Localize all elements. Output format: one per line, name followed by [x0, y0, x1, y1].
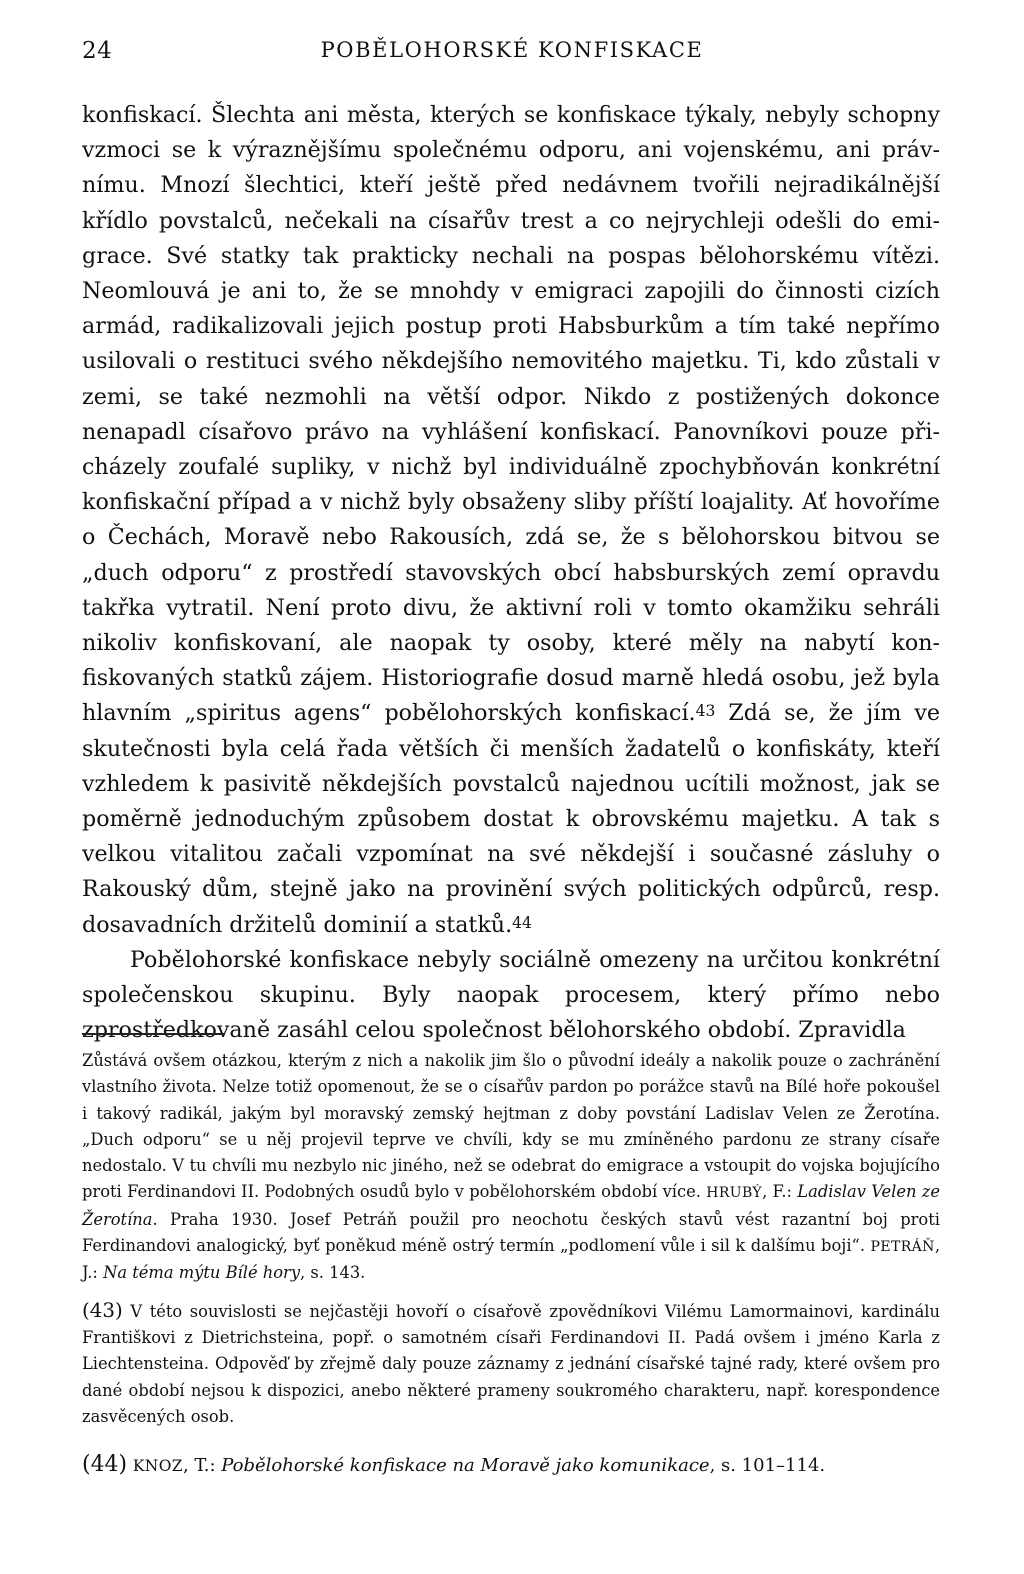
citation-text: , s. 101–114. [709, 1455, 826, 1477]
paragraph-text-continued: Zdá se, že jím ve skutečnosti byla celá řada větších či menších žadatelů o konfiskáty, kteří vzhledem k pasivitě někdejších povstalců najednou ucítili možnost, jak se poměrně jednoduchým způsobem dostat k obrovskému majetku. A tak s velkou vitalitou začali vzpomínat na své někdejší i současné zásluhy o Rakouský dům, stejně jako na provinění svých politických odpůrců, resp. dosavadních držitelů dominií a statků. [82, 700, 940, 938]
body-paragraph: Pobělohorské konfiskace nebyly sociálně omezeny na určitou konkrétní společenskou skupinu. Byly naopak procesem, který přímo nebo zprostředkovaně zasáhl celou společnost bělohorského období. Zpravidla [82, 946, 940, 1044]
footnote-text: . Praha 1930. Josef Petráň použil pro neochotu českých stavů vést razantní boj proti Ferdinandovi analogický, byť poněkud méně ostrý termín „podlomení vůle i sil k dalšímu boji“. [82, 1209, 940, 1256]
citation-author: KNOZ [132, 1457, 183, 1476]
footnote-43 [82, 1298, 940, 1430]
citation-text: , s. 143. [300, 1263, 366, 1283]
footnote-reference-43: 43 [695, 702, 716, 721]
footnote-44 [82, 1452, 940, 1479]
footnote-number: (43) [82, 1298, 123, 1322]
citation-text: , F.: [762, 1182, 798, 1202]
running-header [82, 34, 942, 74]
footnote-continued [82, 1048, 940, 1287]
page-number: 24 [82, 38, 113, 64]
paragraph-text: konfiskací. Šlechta ani města, kterých se konfiskace týkaly, nebyly schopny vzmoci se k výraznějšímu společnému odporu, ani vojenskému, ani právnímu. Mnozí šlechtici, kteří ještě před nedávnem tvořili nejradikálnější křídlo povstalců, nečekali na císařův trest a co nejrychleji odešli do emigrace. Své statky tak prakticky nechali na pospas bělohorskému vítězi. Neomlouvá je ani to, že se mnohdy v emigraci zapojili do činnosti cizích armád, radikalizovali jejich postup proti Habsburkům a tím také nepřímo usilovali o restituci svého někdejšího nemovitého majetku. Ti, kdo zůstali v zemi, se také nezmohli na větší odpor. Nikdo z postižených dokonce nenapadl císařovo právo na vyhlášení konfiskací. Panovníkovi pouze přicházely zoufalé supliky, v nichž byl individuálně zpochybňován konkrétní konfiskační případ a v nichž byly obsaženy sliby příští loajality. Ať hovoříme o Čechách, Moravě nebo Rakousích, zdá se, že s bělohorskou bitvou se „duch odporu“ z prostředí stavovských obcí habsburských zemí opravdu takřka vytratil. Není proto divu, že aktivní roli v tomto okamžiku sehráli nikoliv konfiskovaní, ale naopak ty osoby, které měly na nabytí konfiskovaných statků zájem. Historiografie dosud marně hledá osobu, jež byla hlavním „spiritus agens“ pobělohorských konfiskací. [82, 102, 940, 727]
citation-text: , J.: [82, 1236, 940, 1283]
footnote-number: (44) [82, 1452, 128, 1478]
footnotes [82, 1048, 940, 1479]
footnote-separator [82, 1033, 224, 1035]
footnote-text: V této souvislosti se nejčastěji hovoří o císařově zpovědníkovi Vilému Lamormainovi, kardinálu Františkovi z Dietrichsteina, popř. o samotném císaři Ferdinandovi II. Padá ovšem i jméno Karla z Liechtensteina. Odpověď by zřejmě daly pouze záznamy z jednání císařské tajné rady, které ovšem pro dané období nejsou k dispozici, anebo některé prameny soukromého charakteru, např. korespondence zasvěcených osob. [82, 1301, 940, 1426]
citation-text: , T.: [182, 1455, 222, 1477]
citation-title: Ladislav Velen ze Žerotína [82, 1182, 940, 1229]
body-paragraph [82, 98, 940, 943]
main-text [82, 98, 940, 1048]
citation-title: Na téma mýtu Bílé hory [103, 1263, 301, 1283]
footnote-text: Zůstává ovšem otázkou, kterým z nich a nakolik jim šlo o původní ideály a nakolik pouze o zachránění vlastního života. Nelze totiž opomenout, že se o císařův pardon po porážce stavů na Bílé hoře pokoušel i takový radikál, jakým byl moravský zemský hejtman z doby povstání Ladislav Velen ze Žerotína. „Duch odporu“ se u něj projevil teprve ve chvíli, kdy se mu zmíněného pardonu ze strany císaře nedostalo. V tu chvíli mu nezbylo nic jiného, než se odebrat do emigrace a vstoupit do vojska bojujícího proti Ferdinandovi II. Podobných osudů bylo v pobělohorském období více. [82, 1051, 940, 1202]
citation-title: Pobělohorské konfiskace na Moravě jako komunikace [221, 1455, 710, 1477]
footnote-reference-44: 44 [512, 913, 532, 932]
citation-author: PETRÁŇ [870, 1239, 935, 1256]
running-title: POBĚLOHORSKÉ KONFISKACE [320, 38, 704, 62]
citation-author: HRUBÝ [706, 1185, 763, 1202]
